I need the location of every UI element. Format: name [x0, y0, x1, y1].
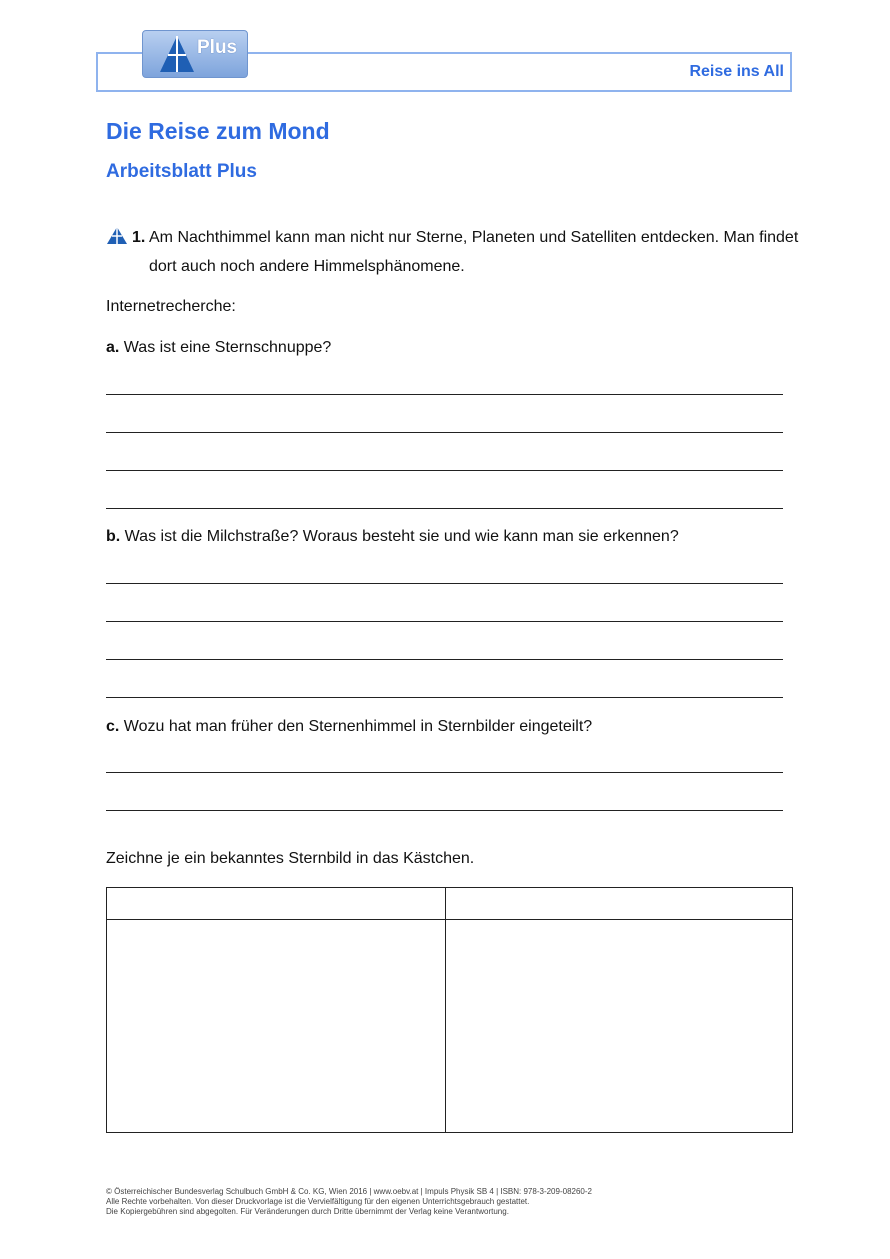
footer-line: Alle Rechte vorbehalten. Von dieser Druckvorlage ist die Vervielfältigung für den eigenen Unterrichtsgebrauch gestattet. [106, 1197, 530, 1206]
answer-line[interactable] [106, 394, 783, 395]
task-intro: Internetrecherche: [106, 298, 236, 315]
drawing-table [106, 887, 793, 1133]
footer-line: Die Kopiergebühren sind abgegolten. Für Veränderungen durch Dritte übernimmt der Verlag keine Verantwortung. [106, 1207, 509, 1216]
answer-line[interactable] [106, 810, 783, 811]
constellation-name-cell-right[interactable] [446, 888, 792, 919]
question-letter: c. [106, 718, 120, 735]
logo-badge [142, 30, 248, 78]
question-text: Wozu hat man früher den Sternenhimmel in Sternbilder eingeteilt? [123, 718, 593, 735]
footer-copyright [106, 1187, 806, 1217]
page-title: Die Reise zum Mond [106, 118, 330, 144]
footer-line: © Österreichischer Bundesverlag Schulbuch GmbH & Co. KG, Wien 2016 | www.oebv.at | Impuls Physik SB 4 | ISBN: 978-3-209-08260-2 [106, 1187, 592, 1196]
answer-line[interactable] [106, 772, 783, 773]
drawing-cell-left[interactable] [107, 920, 445, 1132]
logo-text: Plus [197, 37, 238, 58]
answer-line[interactable] [106, 432, 783, 433]
question-text: Was ist eine Sternschnuppe? [123, 339, 332, 356]
answer-line[interactable] [106, 583, 783, 584]
question-b [106, 528, 679, 546]
page-subtitle: Arbeitsblatt Plus [106, 161, 257, 182]
question-letter: b. [106, 528, 121, 545]
question-c [106, 718, 592, 736]
question-text: Was ist die Milchstraße? Woraus besteht sie und wie kann man sie erkennen? [124, 528, 679, 545]
answer-line[interactable] [106, 697, 783, 698]
pyramid-icon [107, 227, 127, 244]
header-title: Reise ins All [689, 63, 784, 80]
drawing-instruction: Zeichne je ein bekanntes Sternbild in das Kästchen. [106, 850, 475, 867]
task-number: 1. [132, 229, 146, 246]
question-letter: a. [106, 339, 120, 356]
answer-line[interactable] [106, 659, 783, 660]
answer-line[interactable] [106, 470, 783, 471]
drawing-cell-right[interactable] [446, 920, 792, 1132]
pyramid-logo-icon [159, 35, 195, 73]
answer-line[interactable] [106, 621, 783, 622]
question-a [106, 339, 331, 357]
answer-line[interactable] [106, 508, 783, 509]
constellation-name-cell-left[interactable] [107, 888, 445, 919]
task-text: Am Nachthimmel kann man nicht nur Sterne, Planeten und Satelliten entdecken. Man findet dort auch noch andere Himmelsphänomene. [149, 229, 799, 275]
